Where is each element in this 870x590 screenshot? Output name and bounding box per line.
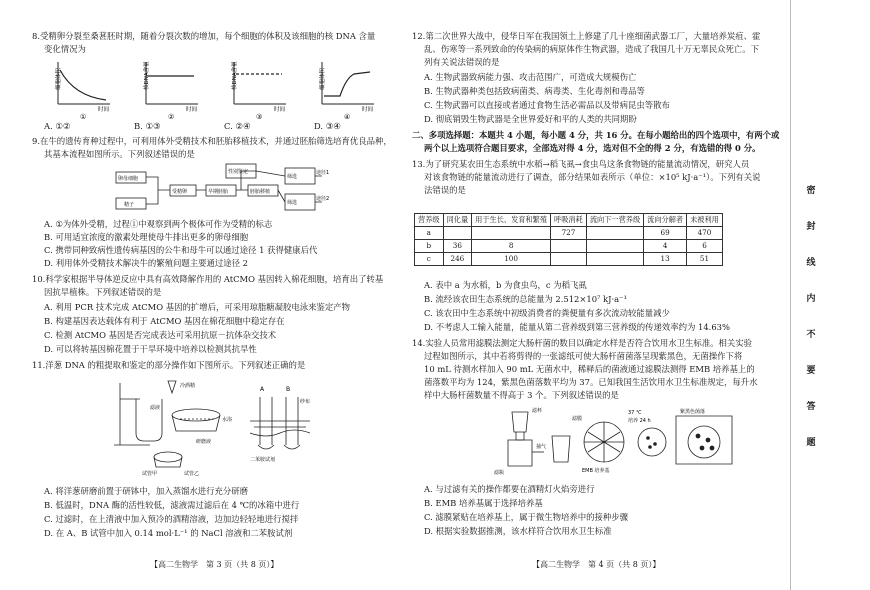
q12-option-c: C. 生物武器可以直接或者通过食物生活必需品以及带病昆虫等散布 <box>424 100 670 110</box>
q10-stem-cont: 因抗旱植株。下列叙述错误的是 <box>44 287 162 297</box>
q14-stem-3: 10 mL 待测水样加入 90 mL 无菌水中，稀释后的菌液通过滤膜法测得 EMB 培养基上的 <box>424 364 755 374</box>
table-cell: 36 <box>443 240 472 253</box>
q14-figure <box>492 406 752 476</box>
q12-option-b: B. 生物武器种类包括致病菌类、病毒类、生化毒剂和毒品等 <box>424 86 645 96</box>
flow-box-sperm: 精子 <box>124 202 135 208</box>
table-cell: 6 <box>687 240 723 253</box>
page-4 <box>402 0 792 590</box>
th-level: 营养级 <box>415 214 444 227</box>
q8-option-a: A. ①② <box>44 121 71 131</box>
flow-box-screen-1: 筛选 <box>287 174 298 180</box>
fig14-flask: 滤瓶 <box>494 470 505 476</box>
q10-option-a: A. 利用 PCR 技术完成 AtCMO 基因的扩增后，可采用琼脂糖凝胶电泳来鉴定产物 <box>44 302 350 312</box>
flow-box-egg: 卵母细胞 <box>118 176 139 182</box>
table-row <box>415 253 723 266</box>
flow-box-zygote: 受精卵 <box>172 189 188 195</box>
side-char: 线 <box>806 258 816 268</box>
table-header-row <box>415 214 723 227</box>
fig14-suction: 抽气 <box>536 444 547 450</box>
q8-stem: 8.受精卵分裂至桑葚胚时期，随着分裂次数的增加，每个细胞的体积及该细胞的核 DNA 含量 <box>32 31 376 41</box>
table-cell <box>472 227 551 240</box>
q10-option-c: C. 检测 AtCMO 基因是否完成表达可采用抗原－抗体杂交技术 <box>44 330 277 340</box>
q13-stem-end: 法错误的是 <box>424 185 466 195</box>
q9-stem: 9.在牛的遗传育种过程中，可利用体外受精技术和胚胎移植技术，并通过胚胎筛选培育优良品种， <box>32 136 392 146</box>
graph-4-xlabel: 时间 <box>362 107 374 113</box>
binding-margin-notice <box>800 185 822 485</box>
section-2-title: 二、多项选择题：本题共 4 小题，每小题 4 分，共 16 分。在每小题给出的四个选项中，有两个或 <box>412 130 780 140</box>
binding-line <box>790 0 791 590</box>
fig11-water-bath: 水浴 <box>222 417 233 423</box>
q12-stem: 12.第二次世界大战中，侵华日军在我国领土上修建了几十座细菌武器工厂，大量培养炭疽、霍 <box>412 31 761 41</box>
q11-option-d: D. 在 A、B 试管中加入 0.14 mol·L⁻¹ 的 NaCl 溶液和二苯胺试剂 <box>44 528 293 538</box>
graph-1-ylabel: 细胞体积 <box>56 67 62 90</box>
graph-2-number: ② <box>168 113 175 120</box>
q8-option-d: D. ③④ <box>314 121 341 131</box>
q10-option-d: D. 可以将转基因棉花置于干旱环境中培养以检测其抗旱性 <box>44 344 257 354</box>
fig14-membrane: 滤膜 <box>572 416 583 422</box>
table-cell: 51 <box>687 253 723 266</box>
q9-option-b: B. 可用适宜浓度的激素处理使母牛排出更多的卵母细胞 <box>44 232 249 242</box>
q12-stem-end: 列有关说法错误的是 <box>424 57 500 67</box>
table-row <box>415 240 723 253</box>
graph-4-ylabel: 细胞体积 <box>320 67 326 90</box>
q14-option-b: B. EMB 培养基属于选择培养基 <box>424 498 543 508</box>
table-cell <box>586 240 643 253</box>
page-3-footer: 【高二生物学 第 3 页（共 8 页）】 <box>150 560 279 569</box>
table-cell: a <box>415 227 444 240</box>
fig11-letter-b: B <box>286 386 291 393</box>
th-growth: 用于生长、发育和繁殖 <box>472 214 551 227</box>
fig11-grinding-liquid: 研磨液 <box>196 439 212 445</box>
table-cell: 69 <box>644 227 687 240</box>
q14-option-a: A. 与过滤有关的操作都要在酒精灯火焰旁进行 <box>424 484 595 494</box>
q9-option-c: C. 携带同种致病性遗传病基因的公牛和母牛可以通过途径 1 获得健康后代 <box>44 245 318 255</box>
q8-option-c: C. ②④ <box>224 121 251 131</box>
flow-path-2: 途径2 <box>316 196 330 202</box>
q11-stem: 11.洋葱 DNA 的粗提取和鉴定的部分操作如下图所示。下列叙述正确的是 <box>32 360 306 370</box>
q11-option-a: A. 将洋葱研磨前置于研钵中，加入蒸馏水进行充分研磨 <box>44 486 248 496</box>
q14-option-c: C. 滤膜紧贴在培养基上，属于微生物培养中的接种步骤 <box>424 512 629 522</box>
flow-box-sexing: 性别鉴定 <box>228 169 249 175</box>
table-cell <box>443 227 472 240</box>
q9-flowchart <box>110 162 330 218</box>
q14-option-d: D. 根据实验数据推测，该水样符合饮用水卫生标准 <box>424 526 612 536</box>
fig14-purple-colony: 紫黑色菌落 <box>680 409 706 415</box>
graph-4 <box>318 62 374 120</box>
q11-option-c: C. 过滤时，在上清液中加入预冷的酒精溶液，边加边轻轻地进行搅拌 <box>44 514 299 524</box>
table-cell <box>551 240 587 253</box>
fig11-filtrate: 滤液 <box>150 405 161 411</box>
flow-box-transfer: 胚胎移植 <box>250 189 271 195</box>
fig11-cold-ethanol: 冷酒精 <box>180 383 196 389</box>
graph-2-xlabel: 时间 <box>186 107 198 113</box>
graph-1 <box>54 62 110 120</box>
q9-option-a: A. ①为体外受精，过程①中观察到两个极体可作为受精的标志 <box>44 219 273 229</box>
graph-1-xlabel: 时间 <box>98 107 110 113</box>
th-next-level: 流向下一营养级 <box>586 214 643 227</box>
graph-3-ylabel: 核DNA含量 <box>232 61 238 90</box>
table-cell <box>586 253 643 266</box>
q13-option-b: B. 流经该农田生态系统的总能量为 2.512×10⁷ kJ·a⁻¹ <box>424 294 627 304</box>
q10-stem: 10.科学家根据半导体逆反应中具有高效降解作用的 AtCMO 基因转入棉花细胞，培育出了转基 <box>32 274 384 284</box>
side-char: 要 <box>806 366 816 376</box>
th-assimilation: 同化量 <box>443 214 472 227</box>
q10-option-b: B. 构建基因表达载体有利于 AtCMO 基因在棉花细胞中稳定存在 <box>44 316 285 326</box>
graph-4-number: ④ <box>344 113 351 120</box>
side-char: 答 <box>806 402 816 412</box>
fig11-gauze: 纱布 <box>300 399 311 405</box>
graph-3 <box>230 61 286 120</box>
graph-2-ylabel: 核DNA含量 <box>144 61 150 90</box>
page-4-footer: 【高二生物学 第 4 页（共 8 页）】 <box>532 560 661 569</box>
table-cell: 727 <box>551 227 587 240</box>
th-decomposer: 流向分解者 <box>644 214 687 227</box>
table-cell: 246 <box>443 253 472 266</box>
side-char: 内 <box>806 294 816 304</box>
side-char: 题 <box>806 438 816 448</box>
q14-stem-4: 菌落数平均为 124，紫黑色菌落数平均为 37。已知我国生活饮用水卫生标准规定，每升水 <box>424 377 758 387</box>
th-unused: 未被利用 <box>687 214 723 227</box>
q12-option-a: A. 生物武器致病能力强、攻击范围广，可造成大规模伤亡 <box>424 72 637 82</box>
table-cell: b <box>415 240 444 253</box>
q12-stem-cont: 乱、伤寒等一系列致命的传染病的病原体作生物武器，造成了我国几十万无辜民众死亡。下 <box>424 44 759 54</box>
q13-option-c: C. 该农田中生态系统中初级消费者的粪便量有多次流动较能量减少 <box>424 308 670 318</box>
fig11-tube-b-label: 试管乙 <box>184 471 200 477</box>
q8-graphs <box>40 58 390 120</box>
fig14-temperature: 37 ℃ <box>628 410 642 416</box>
table-cell: 100 <box>472 253 551 266</box>
table-cell: 8 <box>472 240 551 253</box>
q13-stem-cont: 对该食物链的能量流动进行了调查，部分结果如表所示（单位：×10⁵ kJ·a⁻¹）。下列有关说 <box>424 172 761 182</box>
graph-3-number: ③ <box>256 113 263 120</box>
section-2-title-cont: 两个以上选项符合题目要求，全部选对得 4 分，选对但不全的得 2 分，有选错的得 0 分。 <box>424 143 761 153</box>
table-cell <box>586 227 643 240</box>
q11-option-b: B. 低温时，DNA 酶的活性较低，滤液需过滤后在 4 ℃的冰箱中进行 <box>44 500 300 510</box>
table-cell: c <box>415 253 444 266</box>
q13-stem: 13.为了研究某农田生态系统中水稻→稻飞虱→食虫鸟这条食物链的能量流动情况，研究人员 <box>412 159 750 169</box>
table-cell: 4 <box>644 240 687 253</box>
q12-option-d: D. 彻底销毁生物武器是全世界爱好和平的人类的共同期盼 <box>424 114 637 124</box>
graph-3-xlabel: 时间 <box>274 107 286 113</box>
graph-2 <box>142 61 198 120</box>
q13-table <box>414 213 723 266</box>
q14-stem-2: 过程如图所示，其中若将剪得的一张滤纸可使大肠杆菌菌落呈现紫黑色，无菌操作下将 <box>424 351 743 361</box>
flow-path-1: 途径1 <box>316 170 330 176</box>
fig14-emb-medium: EMB 培养基 <box>582 468 610 474</box>
fig14-filter-cup: 滤杯 <box>532 408 543 414</box>
q13-option-d: D. 不考虑人工输入能量，能量从第二营养级到第三营养级的传递效率约为 14.63% <box>424 322 730 332</box>
fig11-dpa: 二苯胺试剂 <box>250 457 276 463</box>
side-char: 封 <box>806 222 816 232</box>
q14-stem: 14.实验人员常用滤膜法测定大肠杆菌的数目以确定水样是否符合饮用水卫生标准。相关实验 <box>412 338 752 348</box>
fig11-tube-a-label: 试管甲 <box>142 471 158 477</box>
table-cell: 13 <box>644 253 687 266</box>
table-row <box>415 227 723 240</box>
fig14-incubation: 培养 24 h <box>628 418 651 424</box>
page-3 <box>0 0 400 590</box>
q13-option-a: A. 表中 a 为水稻，b 为食虫鸟，c 为稻飞虱 <box>424 280 587 290</box>
fig11-letter-a: A <box>260 386 265 393</box>
flow-box-screen-2: 筛选 <box>287 200 298 206</box>
q11-figure <box>110 375 320 477</box>
table-cell <box>551 253 587 266</box>
flow-box-embryo: 早期胚胎 <box>208 189 229 195</box>
graph-1-number: ① <box>80 113 87 120</box>
q9-stem-cont: 其基本流程如图所示。下列叙述错误的是 <box>44 149 195 159</box>
table-cell: 470 <box>687 227 723 240</box>
q9-option-d: D. 利用体外受精技术解决牛的繁殖问题主要通过途径 2 <box>44 258 248 268</box>
q14-stem-5: 样中大肠杆菌数量不得高于 3 个。下列叙述错误的是 <box>424 390 619 400</box>
q8-option-b: B. ①③ <box>134 121 161 131</box>
th-respiration: 呼吸消耗 <box>551 214 587 227</box>
side-char: 密 <box>806 186 816 196</box>
side-char: 不 <box>806 330 816 340</box>
q8-stem-cont: 变化情况为 <box>44 44 86 54</box>
